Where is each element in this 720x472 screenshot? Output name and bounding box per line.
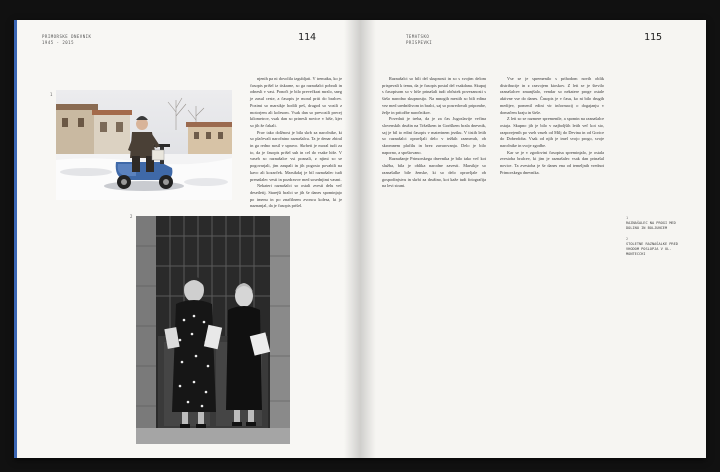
- photo-two-women-doorway-icon: [136, 216, 290, 444]
- running-head-line: PRIMORSKE DNEVNIK: [42, 34, 92, 39]
- photo-man-on-scooter-icon: [56, 90, 232, 200]
- running-head-line: 1945 - 2015: [42, 40, 74, 45]
- paragraph: Povedati je treba, da je za čas Jugoslavije večina slovenskih družin na Tržaškem in Goriškem brala dnevnik, saj je bil to edini časopis v materinem jeziku. V tistih letih so raznašalci opravljali delo v težkih razmerah, ob skromnem plačilu in brez zavarovanja. Delo je bilo naporno, a spoštovano.: [382, 116, 486, 155]
- caption-text: RAZNAŠALEC NA PROGI MED DOLINO IN BOLJUNCEM: [626, 221, 676, 230]
- photo-marker-2: 2: [130, 214, 133, 219]
- text-column-3: [500, 76, 604, 177]
- paragraph: njenih pa ni dovolila izgubljati. V trenutku, ko je časopis prišel iz tiskarne, so ga raznašalci pobrali in odnesli v vasi. Ponoči je bilo prevečkrat mrzlo, sneg je zasul ceste, a časopis je moral priti do bralcev. Pozimi so marsikje hodili peš, drugod so vozili z motorjem ali kolesom. Vsak dan so prevozili precej kilometrov, vsak dan so prinesli novice v hiše, kjer so jih že čakali.: [250, 76, 342, 128]
- paragraph: Raznašalci so bili del skupnosti in so s svojim delom prispevali k temu, da je časopis postal del vsakdana. Skupaj s časopisom so v hiše prinašali tudi občutek povezanosti s širšo narodno skupnostjo. Na mnogih mestih so bili edina vez med uredništvom in bralci, saj so posredovali pripombe, želje in pritožbe naročnikov.: [382, 76, 486, 115]
- right-page: [360, 20, 706, 458]
- paragraph: Vse se je spremenilo s prihodom novih oblik distribucije in z razvojem kioskov. Z leti se je število raznašalcev zmanjšalo, vendar so nekatere proge ostale aktivne vse do danes. Časopis je v času, ko ni bilo drugih medijev, pomenil edini vir informacij o dogajanju v domačem kraju in širše.: [500, 76, 604, 115]
- photo-captions-sidebar: [626, 216, 686, 263]
- page-number-left: 114: [298, 32, 317, 43]
- text-column-1: [250, 76, 342, 210]
- left-running-head: [42, 34, 91, 46]
- page-edge-accent: [14, 20, 17, 458]
- page-number-right: 115: [644, 32, 663, 43]
- paragraph: Kar se je v zgodovini časopisa spreminjalo, je ostala zvestoba bralcev, ki jim je raznašalec vsak dan prinašal novice. Ta zvestoba je še danes ena od temeljnih vrednot Primorskega dnevnika.: [500, 149, 604, 175]
- text-column-2: [382, 76, 486, 190]
- book-spread: [14, 20, 706, 458]
- running-head-line: TEMATSKO: [406, 34, 430, 39]
- paragraph: Z leti so se razmere spremenile, a spomin na raznašalce ostaja. Skupno jih je bilo v najboljših letih več kot sto, razporejenih po vseh vaseh od Milj do Devina in od Gorice do Doberdoba. Vsak od njih je imel svojo progo, svoje naročnike in svoje zgodbe.: [500, 116, 604, 149]
- paragraph: Nekateri raznašalci so ostali zvesti delu več desetletij. Starejši bralci se jih še danes spominjajo po imenu in po značilnem zvoncu kolesa, ki je naznanjal, da je časopis prišel.: [250, 183, 342, 209]
- caption-number: 1: [626, 216, 629, 220]
- photo-marker-1: 1: [50, 92, 53, 97]
- right-running-head: [406, 34, 432, 46]
- caption-text: STOLETNE RAZNAŠALKE PRED VHODOM POSLOPJA V UL. MONTECCHI: [626, 242, 678, 256]
- running-head-line: PRISPEVKI: [406, 40, 433, 45]
- paragraph: Raznašanje Primorskega dnevnika je bilo tako več kot služba, bila je oblika narodne zavesti. Marsikje so raznašalke bile ženske, ki so delo opravljale ob gospodinjstvu in skrbi za družino, kot kaže tudi fotografija na levi strani.: [382, 156, 486, 189]
- left-page: [14, 20, 360, 458]
- caption-2: [626, 237, 686, 257]
- caption-number: 2: [626, 237, 629, 241]
- paragraph: Prav tako dolžnost je bila skrb za naročnike, ki so plačevali naročnino raznašalcu. Ta je denar zbiral in ga redno nosil v upravo. Skrbeti je moral tudi za to, da je časopis prišel suh in cel do vsake hiše. V vaseh so raznašalce vsi poznali, z njimi so se pogovarjali, jim zaupali in jih pogosto povabili na kavo ali kozarček. Marsikdaj je bil raznašalec tudi prenašalec vesti in pozdravov med sosednjimi vasmi.: [250, 129, 342, 182]
- caption-1: [626, 216, 686, 231]
